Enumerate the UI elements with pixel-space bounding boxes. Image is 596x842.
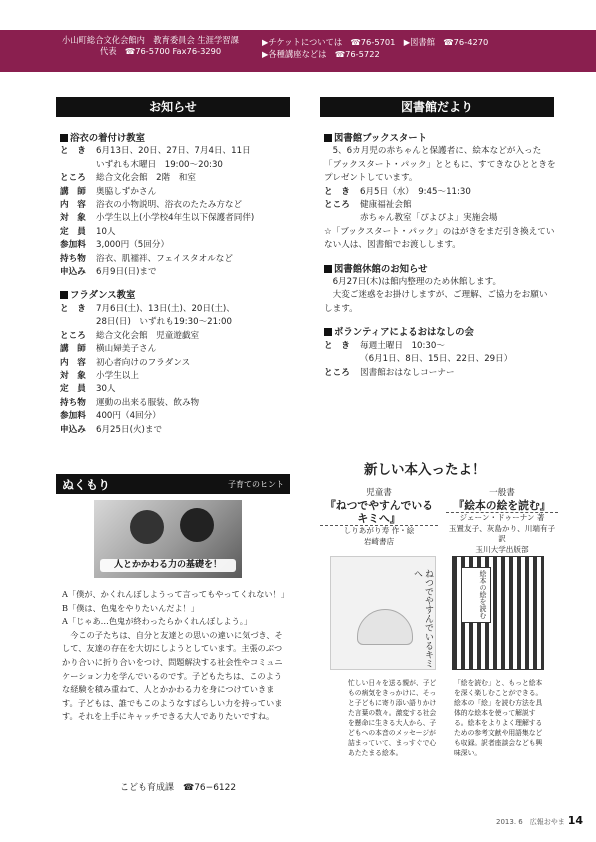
detail-value: 赤ちゃん教室「ぴよぴよ」実施会場 [360, 213, 498, 224]
detail-label: 内 容 [60, 200, 86, 211]
cover-title: 絵本の絵を読む [461, 567, 491, 623]
detail-value: 6月13日、20日、27日、7月4日、11日 [96, 146, 251, 157]
detail-label [60, 316, 96, 329]
detail-label: 申込み [60, 267, 86, 278]
detail-label: と き [60, 146, 86, 157]
nukumori-subtitle: 子育てのヒント [228, 480, 284, 489]
detail-label [324, 212, 360, 225]
detail-label [324, 353, 360, 366]
detail-label: 持ち物 [60, 253, 86, 264]
detail-row [60, 330, 292, 343]
detail-label: ところ [60, 173, 86, 184]
hula-heading: フラダンス教室 [60, 289, 292, 302]
detail-label: 対 象 [60, 213, 86, 224]
bookstart-intro: 5、6カ月児の赤ちゃんと保護者に、絵本などが入った「ブックスタート・パック」とともに、すてきなひとときをプレゼントしています。 [324, 146, 556, 184]
org-name: 小山町総合文化会館内 教育委員会 生涯学習課 [62, 35, 239, 45]
dialogue-line: A「じゃあ…色鬼が終わったらかくれんぼしよう。」 [62, 616, 253, 627]
detail-label: 内 容 [60, 357, 86, 368]
detail-label: 参加料 [60, 240, 86, 251]
library-column [324, 130, 556, 380]
detail-value: 運動の出来る服装、飲み物 [96, 397, 200, 408]
detail-label: と き [324, 340, 350, 351]
detail-row [60, 424, 292, 437]
book-category: 児童書 [366, 488, 392, 498]
detail-value: 400円（4回分） [96, 411, 161, 422]
closed-text-1: 6月27日(木)は館内整理のため休館します。 [332, 277, 502, 288]
detail-label: 対 象 [60, 370, 86, 381]
detail-value: （6月1日、8日、15日、22日、29日） [360, 354, 513, 365]
nukumori-title: ぬくもり [62, 478, 111, 492]
children-photo [94, 500, 242, 578]
child-figure [180, 508, 214, 542]
nukumori-contact: こども育成課 ☎76−6122 [120, 783, 237, 793]
bookstart-note: ☆「ブックスタート・パック」のはがきをまだ引き換えていない人は、図書館でお渡しします。 [324, 226, 555, 251]
book-author: ジェーン・ドゥーナン 著 [459, 513, 545, 522]
newbooks-title: 新しい本入ったよ！ [364, 462, 486, 478]
book-publisher: 玉川大学出版部 [475, 544, 529, 554]
detail-value: 総合文化会館 児童遊戯室 [96, 330, 200, 341]
book-title: 『ねつでやすんでいるキミへ』 [320, 499, 438, 526]
detail-value: 6月25日(火)まで [96, 424, 163, 435]
book-category: 一般書 [489, 488, 515, 498]
book-translators: 玉置友子、灰島かり、川端有子 訳 [448, 523, 556, 543]
hula-details [60, 303, 292, 437]
detail-row [60, 316, 292, 329]
detail-row [60, 410, 292, 423]
detail-row [324, 367, 556, 380]
header-banner [0, 30, 596, 72]
detail-row [60, 239, 292, 252]
page-footer [496, 814, 583, 827]
detail-label [60, 159, 96, 172]
detail-value: 初心者向けのフラダンス [96, 357, 191, 368]
org-phone: 代表 ☎76-5700 Fax76-3290 [100, 46, 222, 56]
detail-label: 参加料 [60, 411, 86, 422]
detail-row [60, 226, 292, 239]
dialogue-line: A「僕が、かくれんぼしようって言ってもやってくれない！」 [62, 589, 289, 599]
square-bullet-icon [60, 134, 68, 142]
detail-value: 毎週土曜日 10:30〜 [360, 340, 445, 351]
detail-value: 28日(日) いずれも19:30〜21:00 [96, 317, 232, 328]
closed-text-2: 大変ご迷惑をお掛けしますが、ご理解、ご協力をお願いします。 [324, 290, 548, 314]
bookstart-heading: 図書館ブックスタート [324, 132, 556, 145]
section-title-osirase: お知らせ [56, 97, 290, 117]
detail-row [60, 357, 292, 370]
dialogue-line: B「僕は、色鬼をやりたいんだよ！」 [62, 602, 200, 613]
detail-row [324, 212, 556, 225]
book-info-2 [446, 488, 558, 555]
detail-label: 講 師 [60, 344, 86, 355]
detail-row [60, 199, 292, 212]
detail-label: と き [60, 303, 86, 314]
dome-illustration [357, 609, 413, 645]
article-body: 今この子たちは、自分と友達との思いの違いに気づき、そして、友達の存在を大切にしようとしています。主張のぶつかり合いに折り合いをつけ、問題解決する社会性やコミュニケーション力を学んでいるのです。子どもたちは、このような経験を積み重ねて、人とかかわる力を身につけていきます。子どもは、誰でもこのようなすばらしい力を持っています。それを上手にキャッチできる大人でありたいですね。 [62, 629, 283, 722]
osirase-column [60, 130, 292, 437]
detail-value: 6月9日(日)まで [96, 267, 157, 278]
square-bullet-icon [324, 134, 332, 142]
book-cover-1 [330, 556, 436, 670]
detail-value: 3,000円（5回分） [96, 240, 170, 251]
story-heading: ボランティアによるおはなしの会 [324, 326, 556, 339]
detail-row [60, 370, 292, 383]
section-title-library: 図書館だより [320, 97, 554, 117]
detail-label: と き [324, 186, 350, 197]
detail-label: 申込み [60, 424, 86, 435]
contact-line: ▶チケットについては ☎76-5701 ▶図書館 ☎76-4270 [262, 37, 489, 47]
detail-value: 30人 [96, 384, 116, 395]
cover-title: ねつでやすんでいるキミへ [412, 569, 433, 668]
detail-row [60, 266, 292, 279]
detail-value: 7月6日(土)、13日(土)、20日(土)、 [96, 303, 235, 314]
square-bullet-icon [324, 328, 332, 336]
detail-row [60, 172, 292, 185]
detail-label: ところ [324, 200, 350, 211]
detail-value: 浴衣、肌襦袢、フェイスタオルなど [96, 253, 233, 264]
contact-line: ▶各種講座などは ☎76-5722 [262, 49, 380, 59]
detail-value: 10人 [96, 226, 116, 237]
detail-value: 横山婦美子さん [96, 344, 157, 355]
detail-row [60, 397, 292, 410]
child-figure [130, 510, 164, 544]
detail-row [324, 199, 556, 212]
detail-row [324, 353, 556, 366]
detail-value: 総合文化会館 2階 和室 [96, 173, 196, 184]
detail-value: 6月5日（水） 9:45〜11:30 [360, 186, 471, 197]
book-publisher: 岩崎書店 [363, 536, 395, 546]
yukata-details [60, 145, 292, 279]
detail-row [60, 186, 292, 199]
page-number: 14 [567, 814, 584, 827]
detail-label: 定 員 [60, 226, 86, 237]
book-description-1: 忙しい日々を送る親が、子どもの病気をきっかけに、そっと子どもに寄り添い語りかけた言葉の数々。激変する社会を懸命に生きる大人から、子どもへの本音のメッセージが詰まっていて、まっすぐで心あたたまる絵本。 [348, 679, 437, 757]
detail-value: 健康福祉会館 [360, 200, 412, 211]
detail-label: ところ [60, 330, 86, 341]
photo-caption: 人とかかわる力の基礎を！ [100, 559, 236, 572]
book-description-2: 「絵を読む」と、もっと絵本を深く楽しむことができる。絵本の「絵」を読む方法を具体的な絵本を使って解説する。絵本をよりよく理解するための参考文献や用語集なども収録。訳者座談会なども興味深い。 [454, 679, 543, 757]
detail-label: 定 員 [60, 384, 86, 395]
detail-row [60, 145, 292, 158]
book-info-1 [320, 488, 438, 547]
detail-row [324, 186, 556, 199]
issue-label: 2013. 6 広報おやま [496, 818, 565, 826]
detail-row [60, 253, 292, 266]
detail-value: 小学生以上 [96, 370, 139, 381]
detail-row [60, 343, 292, 356]
detail-value: いずれも木曜日 19:00〜20:30 [96, 159, 223, 170]
detail-row [60, 383, 292, 396]
book-title: 『絵本の絵を読む』 [446, 499, 558, 513]
nukumori-header [56, 474, 290, 494]
detail-label: 持ち物 [60, 397, 86, 408]
book-cover-2 [452, 556, 544, 670]
detail-row [60, 303, 292, 316]
closed-heading: 図書館休館のお知らせ [324, 263, 556, 276]
square-bullet-icon [324, 265, 332, 273]
detail-row [60, 159, 292, 172]
bookstart-details [324, 186, 556, 226]
detail-value: 小学生以上(小学校4年生以下保護者同伴) [96, 213, 255, 224]
square-bullet-icon [60, 291, 68, 299]
detail-row [324, 340, 556, 353]
detail-value: 奥脇しずかさん [96, 186, 157, 197]
detail-label: ところ [324, 367, 350, 378]
story-details [324, 340, 556, 380]
detail-row [60, 212, 292, 225]
yukata-heading: 浴衣の着付け教室 [60, 132, 292, 145]
detail-label: 講 師 [60, 186, 86, 197]
org-info [62, 35, 239, 57]
book-author: しりあがり寿 作・絵 [343, 526, 415, 535]
nukumori-article [62, 588, 290, 724]
contact-list [262, 36, 488, 60]
detail-value: 浴衣の小物説明、浴衣のたたみ方など [96, 200, 243, 211]
detail-value: 図書館おはなしコーナー [360, 367, 455, 378]
